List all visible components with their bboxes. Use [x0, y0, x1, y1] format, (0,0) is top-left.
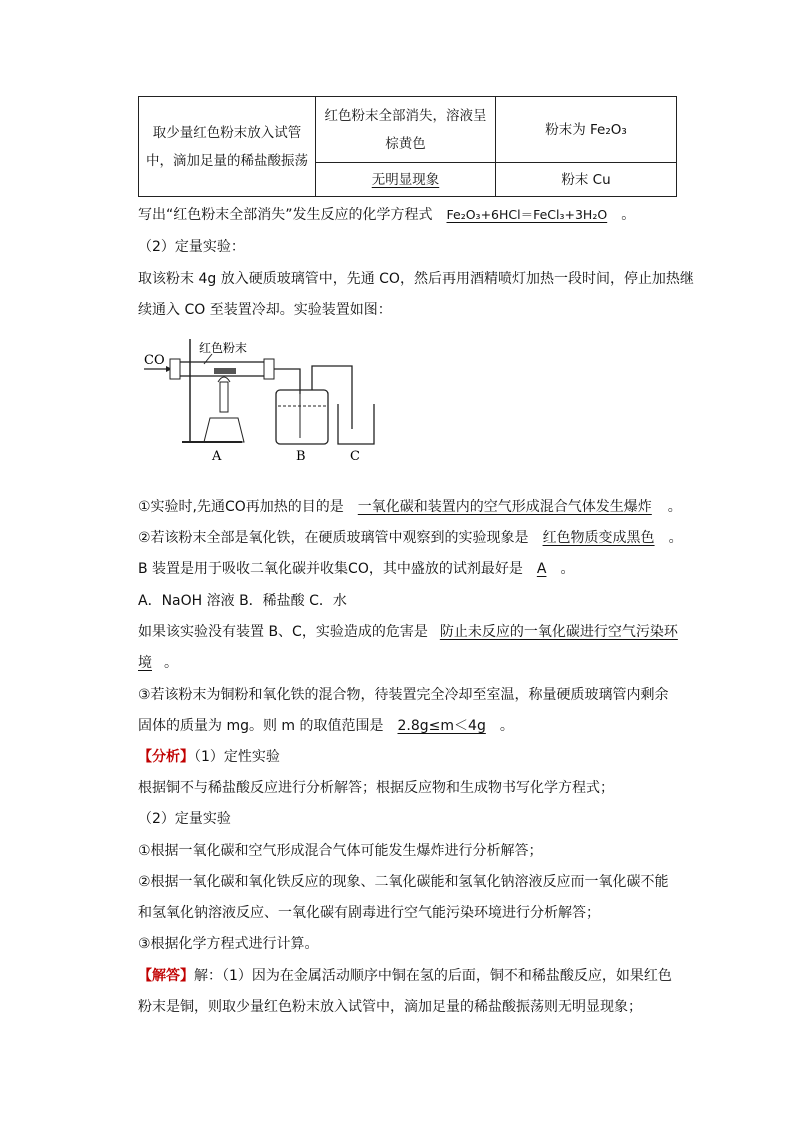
q1-line	[138, 204, 635, 226]
analysis-line4: ①根据一氧化碳和空气形成混合气体可能发生爆炸进行分析解答；	[138, 843, 543, 859]
s2-suffix: 。	[668, 530, 683, 546]
s1-prefix: ①实验时,先通CO再加热的目的是	[138, 499, 344, 515]
solution-tag: 【解答】	[138, 968, 194, 984]
s2-prefix: ②若该粉末全部是氧化铁，在硬质玻璃管中观察到的实验现象是	[138, 530, 529, 546]
figure-co-label: CO	[144, 353, 165, 368]
red-powder	[214, 368, 236, 374]
s4-line	[138, 621, 678, 643]
s4-prefix: 如果该实验没有装置 B、C，实验造成的危害是	[138, 624, 428, 640]
analysis-line2: 根据铜不与稀盐酸反应进行分析解答；根据反应物和生成物书写化学方程式；	[138, 780, 614, 796]
table-cell-phenomenon-2	[316, 163, 496, 197]
s5-prefix: 固体的质量为 mg。则 m 的取值范围是	[138, 718, 384, 734]
s4-line2	[138, 652, 178, 674]
q2-heading: （2）定量实验：	[138, 239, 245, 255]
analysis-line1-text: （1）定性实验	[194, 749, 280, 765]
s2-answer: 红色物质变成黑色	[542, 530, 655, 546]
q1-suffix: 。	[621, 207, 636, 223]
flame-icon	[218, 377, 230, 382]
s3-suffix: 。	[560, 561, 575, 577]
figure-powder-label: 红色粉末	[199, 341, 248, 355]
q2-intro-line1: 取该粉末 4g 放入硬质玻璃管中，先通 CO，然后再用酒精喷灯加热一段时间，停止加热继	[138, 271, 694, 287]
options-line: A．NaOH 溶液 B．稀盐酸 C．水	[138, 593, 347, 609]
lamp-burner	[220, 382, 228, 412]
table-cell-phenomenon-1-line1: 红色粉末全部消失，溶液呈	[324, 107, 487, 124]
beaker-c	[338, 404, 374, 444]
s4-answer-line2: 境	[138, 655, 152, 671]
s5-suffix: 。	[499, 718, 514, 734]
s1-suffix: 。	[667, 499, 682, 515]
solution-line1-text: 解：（1）因为在金属活动顺序中铜在氢的后面，铜不和稀盐酸反应，如果红色	[194, 968, 672, 984]
table-cell-phenomenon-1-line2: 棕黄色	[385, 135, 426, 152]
tube-stopper-right	[264, 359, 274, 379]
q1-prefix: 写出“红色粉末全部消失”发生反应的化学方程式	[138, 207, 433, 223]
table-cell-operation-line2: 中，滴加足量的稀盐酸振荡	[146, 152, 308, 169]
answer-no-phenomenon: 无明显现象	[371, 171, 440, 188]
table-cell-conclusion-2: 粉末 Cu	[496, 163, 677, 197]
connecting-tube-bc	[312, 366, 352, 429]
bottle-b	[276, 390, 328, 444]
s4-answer-line1: 防止未反应的一氧化碳进行空气污染环	[439, 624, 678, 640]
s5-line1: ③若该粉末为铜粉和氧化铁的混合物，待装置完全冷却至室温，称量硬质玻璃管内剩余	[138, 687, 669, 703]
analysis-line5: ②根据一氧化碳和氧化铁反应的现象、二氧化碳能和氢氧化钠溶液反应而一氧化碳不能	[138, 874, 669, 890]
analysis-line7: ③根据化学方程式进行计算。	[138, 936, 319, 952]
figure-label-b: B	[296, 449, 306, 464]
s4-suffix: 。	[164, 655, 178, 671]
tube-stopper-left	[170, 359, 180, 379]
solution-line1	[138, 965, 672, 987]
s3-answer: A	[536, 561, 547, 577]
analysis-tag: 【分析】	[138, 749, 194, 765]
s3-prefix: B 装置是用于吸收二氧化碳并收集CO，其中盛放的试剂最好是	[138, 561, 523, 577]
alcohol-lamp	[204, 418, 244, 442]
table-cell-operation	[139, 97, 316, 197]
s2-line	[138, 527, 683, 549]
apparatus-figure	[142, 334, 382, 464]
s1-line	[138, 496, 682, 518]
table-cell-phenomenon-1	[316, 97, 496, 163]
figure-label-c: C	[350, 449, 360, 464]
table-cell-conclusion-1: 粉末为 Fe₂O₃	[496, 97, 677, 163]
analysis-line1	[138, 746, 280, 768]
analysis-line3: （2）定量实验	[138, 811, 231, 827]
s5-answer: 2.8g≤m＜4g	[397, 718, 486, 734]
s3-line	[138, 558, 574, 580]
q2-intro-line2: 续通入 CO 至装置冷却。实验装置如图：	[138, 302, 392, 318]
figure-label-a: A	[212, 449, 222, 464]
experiment-table	[138, 96, 677, 197]
s1-answer: 一氧化碳和装置内的空气形成混合气体发生爆炸	[357, 499, 652, 515]
analysis-line6: 和氢氧化钠溶液反应、一氧化碳有剧毒进行空气能污染环境进行分析解答；	[138, 905, 600, 921]
s5-line2	[138, 715, 514, 737]
solution-line2: 粉末是铜，则取少量红色粉末放入试管中，滴加足量的稀盐酸振荡则无明显现象；	[138, 999, 642, 1015]
q1-answer: Fe₂O₃+6HCl＝FeCl₃+3H₂O	[446, 207, 608, 222]
table-cell-operation-line1: 取少量红色粉末放入试管	[152, 124, 302, 141]
